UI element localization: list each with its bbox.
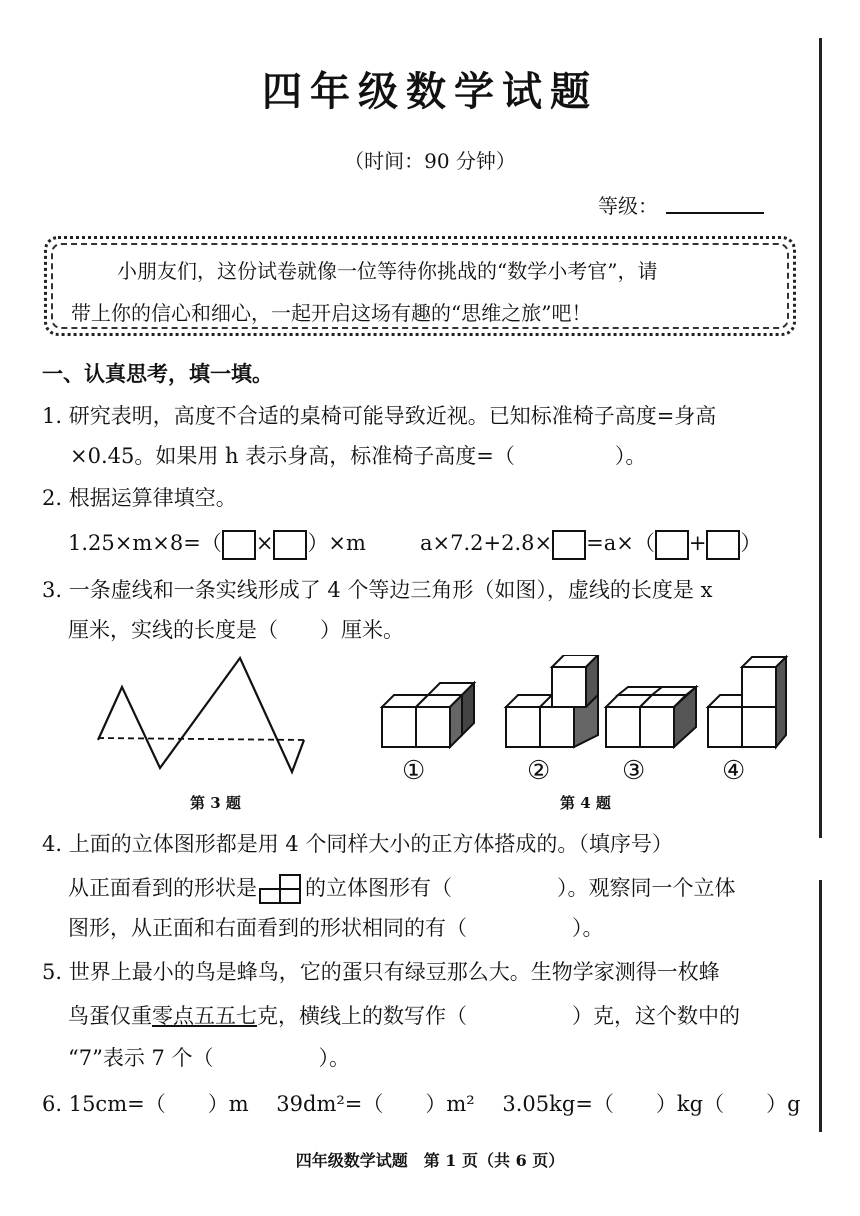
- q1-close: ）。: [614, 444, 647, 468]
- q4-front-view-icon: [257, 874, 305, 906]
- q5-line-3: “7”表示 7 个（ ）。: [68, 1046, 351, 1070]
- q5-line-2-b: 克，横线上的数写作（ ）克，这个数中的: [257, 1004, 740, 1028]
- q2a-suffix: ）×m: [307, 531, 366, 555]
- q2-line-1: 2. 根据运算律填空。: [42, 486, 237, 510]
- grade-blank[interactable]: [666, 212, 764, 214]
- q1-line-2: [70, 440, 646, 472]
- q2-expr-a: [68, 527, 366, 560]
- q1-line-1: 1. 研究表明，高度不合适的桌椅可能导致近视。已知标准椅子高度=身高: [42, 404, 717, 428]
- q2-expr-b: [420, 527, 761, 560]
- q4-shape-4: [708, 657, 786, 747]
- q1-text: ×0.45。如果用 h 表示身高，标准椅子高度=（: [70, 444, 515, 468]
- q2a-prefix: 1.25×m×8=（: [68, 531, 222, 555]
- q2b-mid: =a×（: [586, 531, 655, 555]
- notice-box: [44, 236, 796, 336]
- q3-dashed-line: [98, 738, 306, 740]
- q4-figure: [372, 655, 802, 755]
- q2b-box-3[interactable]: [706, 530, 740, 560]
- q4-label-1: ①: [402, 756, 426, 786]
- q5-line-2: [68, 1000, 740, 1032]
- q4-label-2: ②: [527, 756, 551, 786]
- q2b-box-1[interactable]: [552, 530, 586, 560]
- notice-line-1: 小朋友们，这份试卷就像一位等待你挑战的“数学小考官”，请: [117, 259, 658, 283]
- q4-label-4: ④: [722, 756, 746, 786]
- binding-line-bottom: [819, 880, 822, 1132]
- q4-line-2: [68, 872, 736, 906]
- q3-solid-line: [98, 658, 304, 772]
- grade-label: 等级：: [598, 194, 658, 218]
- q3-line-1: 3. 一条虚线和一条实线形成了 4 个等边三角形（如图），虚线的长度是 x: [42, 578, 713, 602]
- q4-fig-label: 第 4 题: [560, 794, 611, 812]
- q3-figure: [90, 650, 315, 780]
- q2b-box-2[interactable]: [655, 530, 689, 560]
- q5-underlined-number: 零点五五七: [152, 1004, 257, 1028]
- q6-line: 6. 15cm=（ ）m 39dm²=（ ）m² 3.05kg=（ ）kg（ ）g: [42, 1092, 801, 1116]
- q4-label-3: ③: [622, 756, 646, 786]
- q3-fig-label: 第 3 题: [190, 794, 241, 812]
- q4-line-3: 图形，从正面和右面看到的形状相同的有（ ）。: [68, 916, 604, 940]
- q4-shape-3: [606, 687, 696, 747]
- q3-line-2: 厘米，实线的长度是（ ）厘米。: [68, 618, 404, 642]
- q4-line-2-text-a: 从正面看到的形状是: [68, 876, 257, 900]
- q2a-box-1[interactable]: [222, 530, 256, 560]
- exam-time: （时间：90 分钟）: [344, 149, 516, 173]
- page-footer: 四年级数学试题 第 1 页（共 6 页）: [295, 1151, 565, 1170]
- q5-line-1: 5. 世界上最小的鸟是蜂鸟，它的蛋只有绿豆那么大。生物学家测得一枚蜂: [42, 960, 720, 984]
- page-title: 四年级数学试题: [262, 68, 598, 115]
- q2b-prefix: a×7.2+2.8×: [420, 531, 553, 555]
- q4-line-1: 4. 上面的立体图形都是用 4 个同样大小的正方体搭成的。（填序号）: [42, 832, 673, 856]
- q4-shape-1: [382, 683, 474, 747]
- section-heading: 一、认真思考，填一填。: [42, 361, 273, 386]
- q4-line-2-text-b: 的立体图形有（ ）。观察同一个立体: [305, 876, 736, 900]
- q2b-end: ）: [740, 531, 762, 555]
- q2a-times: ×: [255, 531, 274, 555]
- q5-line-2-a: 鸟蛋仅重: [68, 1004, 152, 1028]
- q4-shape-2: [506, 655, 598, 747]
- notice-line-2: 带上你的信心和细心，一起开启这场有趣的“思维之旅”吧！: [71, 301, 592, 325]
- q2b-plus: +: [688, 531, 707, 555]
- q2a-box-2[interactable]: [273, 530, 307, 560]
